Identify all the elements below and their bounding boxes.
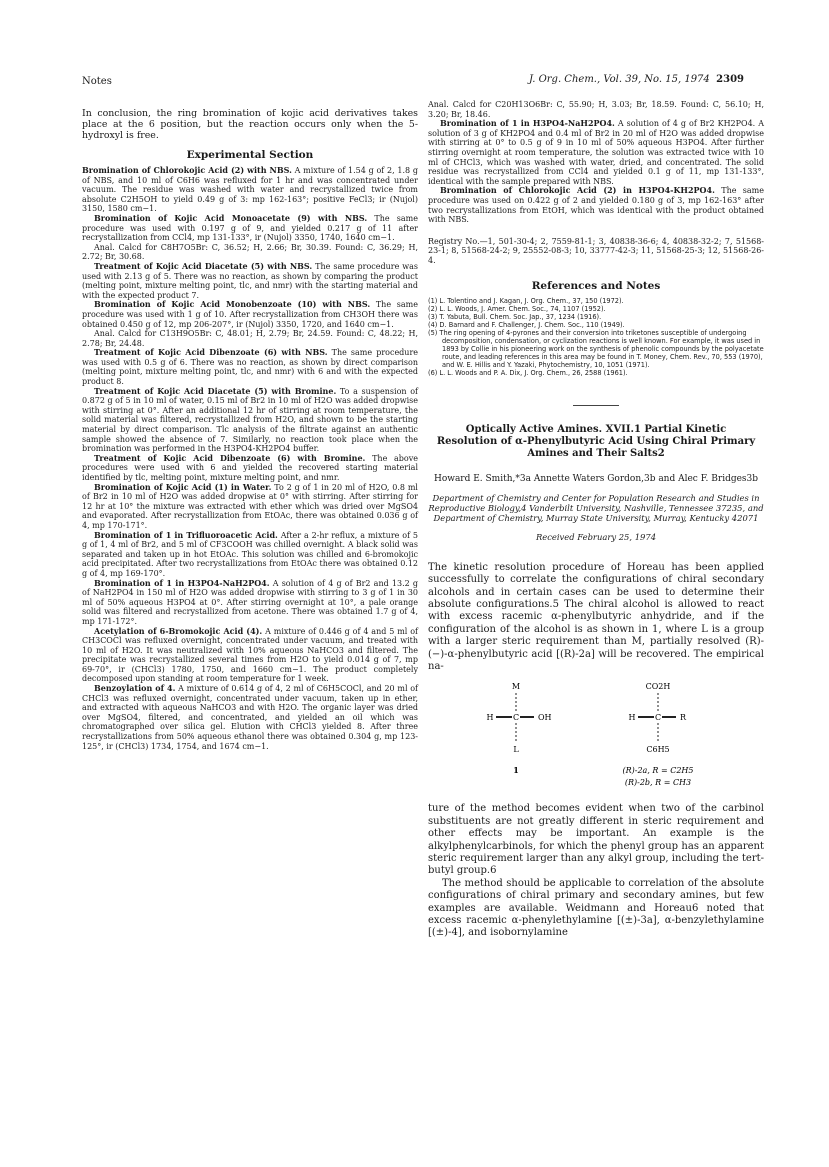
experimental-paragraph-text: A solution of 4 g of Br2 and 13.2 g of NaH2PO4 in 150 ml of H2O was added dropwise with stirring to 3 g of 1 in 30 ml of 50% aqueous H3PO4 at 0°. After stirring overnight at 10°, a pale orange solid was filtered and recrystallized from acetone. There was obtained 1.7 g of 4, mp 171-172°. (82, 578, 419, 626)
experimental-paragraph (82, 329, 418, 348)
experimental-paragraph-title: Bromination of Kojic Acid (1) in Water. (94, 481, 272, 492)
article-title: Optically Active Amines. XVII.1 Partial Kinetic Resolution of α-Phenylbutyric Acid Using Chiral Primary Amines and Their Salts2 (436, 423, 756, 459)
body-paragraph-2: ture of the method becomes evident when two of the carbinol substituents are not greatly different in steric requirement and other effects may be important. An example is the alkylphenylcarbinols, for which the phenyl group has an apparent steric requirement larger than any alkyl group, including the tert-butyl group.6 (428, 803, 764, 877)
experimental-cont-paragraph-text: The same procedure was used on 0.422 g of 2 and yielded 0.180 g of 3, mp 162-163° after two recrystallizations from EtOH, which was identical with the product obtained with NBS. (428, 186, 764, 225)
experimental-paragraph-text: To 2 g of 1 in 20 ml of H2O, 0.8 ml of Br2 in 10 ml of H2O was added dropwise at 0° with stirring. After stirring for 12 hr at 10° the mixture was extracted with ether which was dried over MgSO4 and evaporated. After recrystallization from EtOAc, there was obtained 0.036 g of 4, mp 170-171°. (82, 482, 418, 530)
experimental-paragraph-title: Acetylation of 6-Bromokojic Acid (4). (94, 625, 263, 636)
experimental-paragraph-text: After a 2-hr reflux, a mixture of 5 g of 1, 4 ml of Br2, and 5 ml of CF3COOH was chilled overnight. A black solid was separated and taken up in hot EtOAc. This solution was chilled and 6-bromokojic acid precipitated. After two recrystallizations from EtOAc there was obtained 0.12 g of 4, mp 169-170°. (82, 530, 419, 578)
experimental-paragraph-text: The same procedure was used with 1 g of 10. After recrystallization from CH3OH there was obtained 0.450 g of 12, mp 206-207°, ir (Nujol) 3350, 1720, and 1640 cm−1. (82, 300, 418, 329)
experimental-cont-paragraph (428, 119, 764, 186)
running-header-right (529, 74, 744, 85)
experimental-paragraph (82, 243, 418, 262)
references-heading: References and Notes (531, 279, 661, 292)
struct1-center: C (512, 713, 520, 723)
experimental-paragraph (82, 348, 418, 386)
experimental-paragraph (82, 166, 418, 214)
struct1-bottom: L (513, 745, 519, 755)
experimental-paragraph-title: Benzoylation of 4. (94, 683, 176, 694)
reference-item: (3) T. Yabuta, Bull. Chem. Soc. Jap., 37, 1234 (1916). (428, 312, 602, 321)
experimental-cont-paragraph-text: A solution of 4 g of Br2 KH2PO4. A solution of 3 g of KH2PO4 and 0.4 ml of Br2 in 20 ml of H2O was added dropwise with stirring at 0° to 0.5 g of 9 in 10 ml of 50% aqueous H3PO4. After further stirring overnight at room temperature, the solution was extracted twice with 10 ml of CHCl3, which was washed with water, dried, and concentrated. The solid residue was recrystallized from CCl4 and yielded 0.1 g of 11, mp 131-133°, identical with the sample prepared with NBS. (428, 119, 765, 186)
struct2-left: H (628, 713, 636, 723)
struct2-top: CO2H (645, 682, 671, 692)
struct2-center: C (654, 713, 662, 723)
experimental-paragraph-text: Anal. Calcd for C13H9O5Br: C, 48.01; H, 2.79; Br, 24.59. Found: C, 48.22; H, 2.78; Br, 24.48. (82, 329, 418, 348)
struct1-label: 1 (513, 765, 519, 776)
experimental-paragraph (82, 483, 418, 531)
experimental-paragraph-title: Bromination of Kojic Acid Monoacetate (9) with NBS. (94, 212, 368, 223)
experimental-paragraph (82, 579, 418, 627)
experimental-cont-paragraph-title: Bromination of Chlorokojic Acid (2) in H3PO4-KH2PO4. (440, 185, 715, 196)
experimental-paragraph-text: The same procedure was used with 0.197 g of 9, and yielded 0.217 g of 11 after recrystallization from CCl4, mp 131-133°, ir (Nujol) 3350, 1740, 1640 cm−1. (82, 213, 418, 243)
experimental-paragraph-text: Anal. Calcd for C8H7O5Br: C, 36.52; H, 2.66; Br, 30.39. Found: C, 36.29; H, 2.72; Br, 30.68. (82, 242, 418, 262)
experimental-paragraph-title: Bromination of Kojic Acid Monobenzoate (10) with NBS. (94, 299, 371, 310)
experimental-paragraph-title: Treatment of Kojic Acid Dibenzoate (6) with NBS. (94, 347, 328, 358)
experimental-paragraph-text: The same procedure was used with 2.13 g of 5. There was no reaction, as shown by comparing the product (melting point, mixture melting point, tlc, and nmr) with the starting material and with the expected product 7. (82, 261, 418, 300)
experimental-cont-paragraph-text: Anal. Calcd for C20H13O6Br: C, 55.90; H, 3.03; Br, 18.59. Found: C, 56.10; H, 3.20; Br, 18.46. (428, 100, 764, 119)
left-column (82, 100, 418, 751)
struct1-left: H (486, 713, 494, 723)
article-authors: Howard E. Smith,*3a Annette Waters Gordon,3b and Alec F. Bridges3b (433, 473, 759, 484)
registry-numbers: Registry No.—1, 501-30-4; 2, 7559-81-1; 3, 40838-36-6; 4, 40838-32-2; 7, 51568-23-1; 8, 51568-24-2; 9, 25552-08-3; 10, 33777-42-3; 11, 51568-25-3; 12, 51568-26-4. (428, 236, 764, 265)
struct2-right: R (680, 713, 687, 723)
body-paragraph-3: The method should be applicable to correlation of the absolute configurations of chiral primary and secondary amines, but few examples are available. Weidmann and Horeau6 noted that excess racemic α-phenylethylamine [(±)-3a], α-benzylethylamine [(±)-4], and isobornylamine (428, 877, 764, 939)
experimental-paragraph (82, 531, 418, 579)
experimental-paragraph-title: Bromination of 1 in Trifluoroacetic Acid. (94, 529, 278, 540)
experimental-paragraph (82, 627, 418, 685)
experimental-paragraph (82, 454, 418, 483)
experimental-paragraph-text: A mixture of 0.614 g of 4, 2 ml of C6H5COCl, and 20 ml of CHCl3 was refluxed overnight, concentrated under vacuum, taken up in ether, and extracted with aqueous NaHCO3 and with H2O. The organic layer was dried over MgSO4, filtered, and concentrated, and yielded an oil which was chromatographed over silica gel. Elution with CHCl3 yielded 8. After three recrystallizations from 50% aqueous ethanol there was obtained 0.304 g, mp 123-125°, ir (CHCl3) 1734, 1754, and 1674 cm−1. (82, 684, 418, 751)
experimental-paragraph-text: A mixture of 1.54 g of 2, 1.8 g of NBS, and 10 ml of C6H6 was refluxed for 1 hr and was concentrated under vacuum. The residue was washed with water and recrystallized twice from absolute C2H5OH to yield 0.49 g of 3: mp 162-163°; positive FeCl3; ir (Nujol) 3150, 1580 cm−1. (82, 166, 419, 214)
experimental-paragraph (82, 300, 418, 329)
experimental-paragraph-title: Bromination of Chlorokojic Acid (2) with NBS. (82, 165, 292, 175)
experimental-paragraph (82, 214, 418, 243)
running-header-left: Notes (82, 76, 112, 87)
experimental-cont-paragraph-title: Bromination of 1 in H3PO4-NaH2PO4. (440, 118, 615, 129)
experimental-paragraph (82, 262, 418, 300)
section-divider (573, 405, 619, 406)
journal-citation: J. Org. Chem., Vol. 39, No. 15, 1974 (528, 74, 710, 85)
experimental-cont-paragraph (428, 186, 764, 224)
reference-item: (2) L. L. Woods, J. Amer. Chem. Soc., 74, 1107 (1952). (428, 304, 606, 313)
reference-item: (1) L. Tolentino and J. Kagan, J. Org. Chem., 37, 150 (1972). (428, 296, 624, 305)
fischer-projections (428, 677, 764, 797)
experimental-paragraph-title: Treatment of Kojic Acid Diacetate (5) with Bromine. (94, 385, 337, 396)
body-paragraph-1: The kinetic resolution procedure of Horeau has been applied successfully to correlate the configurations of chiral secondary alcohols and in certain cases can be used to determine their absolute configurations.5 The chiral alcohol is allowed to react with excess racemic α-phenylbutyric anhydride, and if the configuration of the alcohol is as shown in 1, where L is a group with a larger steric requirement than M, partially resolved (R)-(−)-α-phenylbutyric acid [(R)-2a] will be recovered. The empirical na- (428, 561, 764, 672)
experimental-paragraphs (82, 166, 418, 751)
struct1-top: M (511, 682, 521, 692)
reference-item: (6) L. L. Woods and P. A. Dix, J. Org. Chem., 26, 2588 (1961). (428, 368, 628, 377)
experimental-paragraph-title: Treatment of Kojic Acid Dibenzoate (6) with Bromine. (94, 452, 366, 463)
article-affiliation: Department of Chemistry and Center for Population Research and Studies in Reproductive Biology,4 Vanderbilt University, Nashville, Tennessee 37235, and Department of Chemistry, Murray State University, Murray, Kentucky 42071 (428, 492, 764, 524)
experimental-paragraph-text: To a suspension of 0.872 g of 5 in 10 ml of water, 0.15 ml of Br2 in 10 ml of H2O was added dropwise with stirring at 0°. After an additional 12 hr of stirring at room temperature, the solid material was filtered, recrystallized from H2O, and shown to be the starting material by direct comparison. Tlc analysis of the filtrate against an authentic sample showed the absence of 7. Similarly, no reaction took place when the bromination was performed in the H3PO4-KH2PO4 buffer. (82, 386, 418, 454)
struct2-label-b: (R)-2b, R = CH3 (624, 778, 692, 788)
experimental-paragraph-title: Treatment of Kojic Acid Diacetate (5) with NBS. (94, 260, 313, 271)
references-list (428, 297, 764, 377)
experimental-paragraph-title: Bromination of 1 in H3PO4-NaH2PO4. (94, 577, 270, 588)
reference-item: (5) The ring opening of 4-pyrones and their conversion into triketones susceptible of undergoing decomposition, condensation, or cyclization reactions is well known. For example, it was used in 1893 by Collie in his pioneering work on the synthesis of phenolic compounds by the polyacetate route, and leading references in this area may be found in T. Money, Chem. Rev., 70, 553 (1970), and W. E. Hillis and Y. Yazaki, Phytochemistry, 10, 1051 (1971). (428, 328, 764, 369)
conclusion-paragraph: In conclusion, the ring bromination of kojic acid derivatives takes place at the 6 position, but the reaction occurs only when the 5-hydroxyl is free. (82, 108, 418, 141)
reference-item: (4) D. Barnard and F. Challenger, J. Chem. Soc., 110 (1949). (428, 320, 625, 329)
experimental-paragraph-text: A mixture of 0.446 g of 4 and 5 ml of CH3COCl was refluxed overnight, concentrated under vacuum, and treated with 10 ml of H2O. It was neutralized with 10% aqueous NaHCO3 and filtered. The precipitate was recrystallized several times from H2O to yield 0.014 g of 7, mp 69-70°, ir (CHCl3) 1780, 1750, and 1660 cm−1. The product completely decomposed upon standing at room temperature for 1 week. (82, 626, 419, 684)
experimental-paragraph (82, 387, 418, 454)
struct2-label-a: (R)-2a, R = C2H5 (622, 766, 694, 776)
struct1-right: OH (538, 713, 552, 723)
experimental-paragraph (82, 684, 418, 751)
experimental-cont-paragraph (428, 100, 764, 119)
experimental-paragraph-text: The above procedures were used with 6 and yielded the recovered starting material identified by tlc, melting point, mixture melting point, and nmr. (82, 453, 419, 482)
section-heading: Experimental Section (186, 149, 314, 161)
received-date: Received February 25, 1974 (535, 531, 657, 542)
structures-svg (428, 677, 764, 797)
right-paragraphs (428, 100, 764, 225)
experimental-paragraph-text: The same procedure was used with 0.5 g of 6. There was no reaction, as shown by direct comparison (melting point, mixture melting point, tlc, and nmr) with 6 and with the expected product 8. (82, 348, 419, 387)
struct2-bottom: C6H5 (646, 745, 670, 755)
right-column (428, 100, 764, 940)
page-number: 2309 (716, 74, 744, 85)
